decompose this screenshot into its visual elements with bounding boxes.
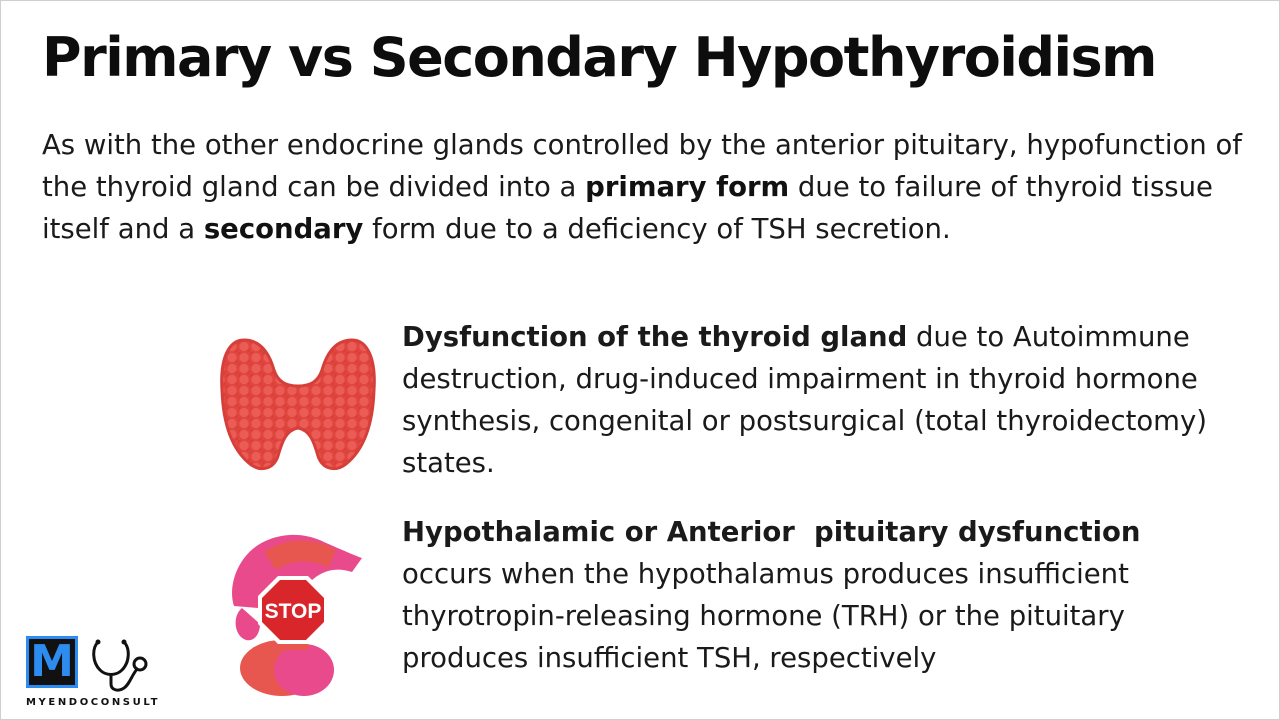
slide-title: Primary vs Secondary Hypothyroidism: [42, 26, 1156, 89]
stethoscope-icon: [88, 638, 152, 694]
primary-description: [402, 316, 1242, 484]
myendoconsult-logo: [26, 636, 166, 712]
pituitary-stop-icon: [224, 528, 366, 698]
primary-text: due to Autoimmune destruction, drug-induced impairment in thyroid hormone synthesis, congenital or postsurgical (total thyroidectomy) states.: [402, 321, 1207, 479]
intro-text-2: due to failure of thyroid tissue itself and a: [42, 171, 1213, 245]
intro-paragraph: [42, 124, 1252, 250]
intro-text-1: As with the other endocrine glands controlled by the anterior pituitary, hypofunction of the thyroid gland can be divided into a: [42, 129, 1242, 203]
intro-text-3: form due to a deficiency of TSH secretion.: [363, 213, 951, 245]
intro-bold-secondary: secondary: [203, 213, 364, 245]
primary-bold-heading: Dysfunction of the thyroid gland: [402, 321, 908, 353]
intro-bold-primary: primary form: [585, 171, 790, 203]
thyroid-gland-icon: [214, 330, 382, 476]
logo-wordmark: MYENDOCONSULT: [26, 697, 161, 708]
secondary-description: [402, 511, 1242, 679]
secondary-bold-heading: Hypothalamic or Anterior pituitary dysfunction: [402, 516, 1141, 548]
stop-sign-label: STOP: [264, 600, 322, 623]
secondary-text: occurs when the hypothalamus produces insufficient thyrotropin-releasing hormone (TRH) or the pituitary produces insufficient TSH, respectively: [402, 558, 1129, 674]
logo-letter: M: [26, 636, 78, 688]
